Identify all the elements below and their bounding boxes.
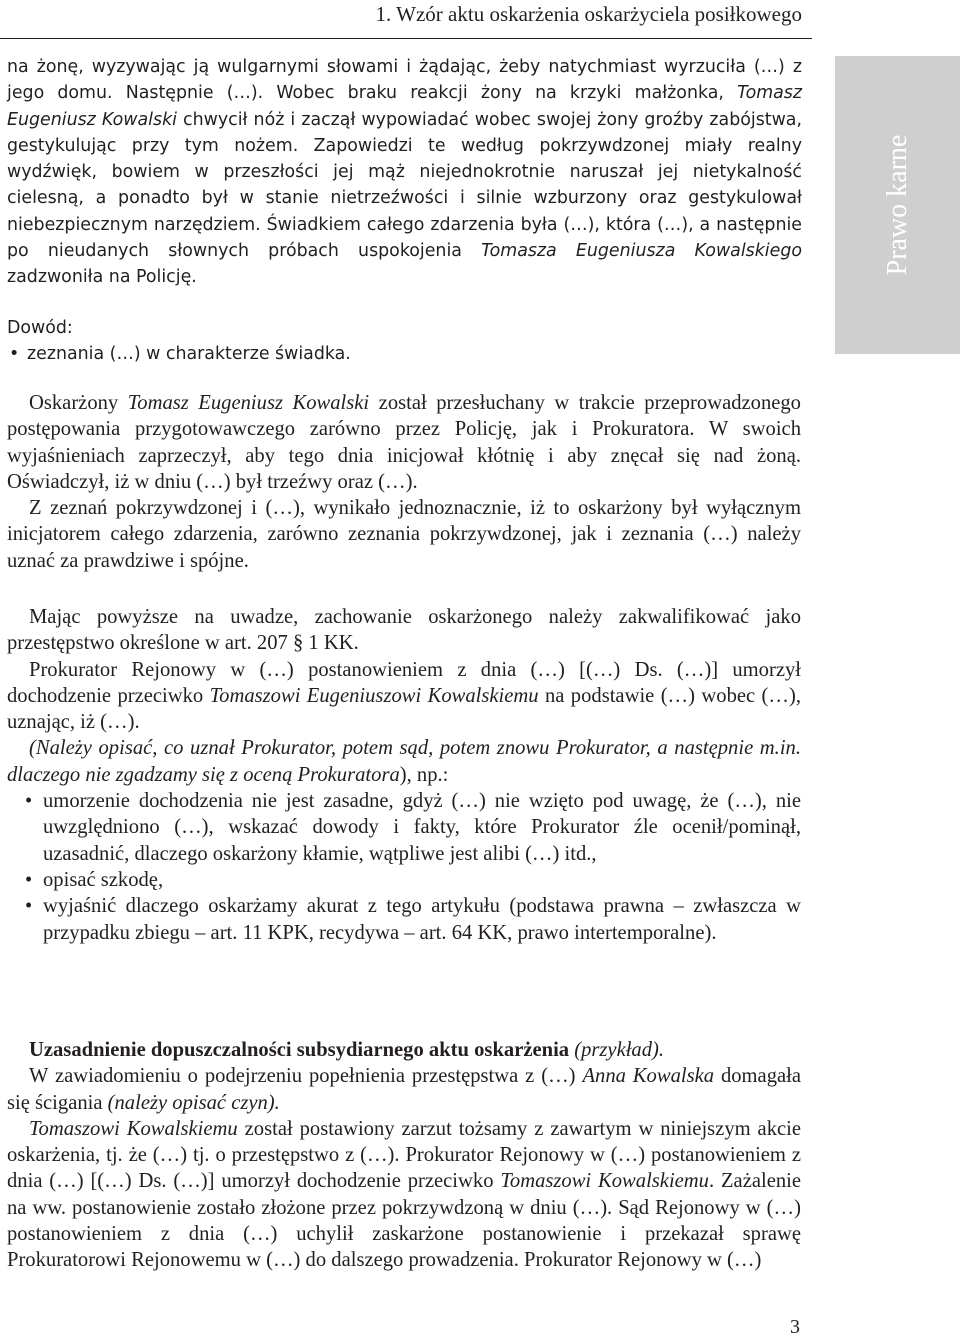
evidence-item: • zeznania (…) w charakterze świadka. [7,341,800,367]
admissibility-heading-text: Uzasadnienie dopuszczalności subsydiarnego aktu oskarżenia [29,1039,570,1061]
facts-defendant-name: Tomasz Eugeniusz Kowalski [7,83,802,130]
victim-name: Anna Kowalska [582,1065,715,1088]
discontinuance-defendant-name: Tomaszowi Eugeniuszowi Kowalskiemu [209,684,539,707]
discontinuance-text-1: Prokurator Rejonowy w (…) postanowieniem z dnia (…) [(…) Ds. (…)] umorzył dochodzenie przeciwko [7,658,801,707]
instruction-paragraph [7,735,801,788]
facts-text-1: na żonę, wyzywając ją wulgarnymi słowami i żądając, żeby natychmiast wyrzuciła (…) z jego domu. Następnie (…). Wobec braku reakcji żony na krzyki małżonka, [7,57,802,104]
instruction-note: (Należy opisać, co uznał Prokurator, potem sąd, potem znowu Prokurator, a następnie m.in. dlaczego nie zgadzamy się z oceną Prokuratora [7,737,801,786]
victim-testimony-paragraph: Z zeznań pokrzywdzonej i (…), wynikało jednoznacznie, iż to oskarżony był wyłącznym inicjatorem całego zdarzenia, zarówno zeznania pokrzywdzonej, jak i zeznania (…) należy uznać za prawdziwe i spójne. [7,497,801,572]
legal-qualification-section [7,604,801,946]
statement-text-2: został przesłuchany w trakcie przeprowadzonego postępowania przygotowawczego zarówno przez Policję, jak i Prokuratora. W swoich wyjaśnieniach zaprzeczył, aby tego dnia inicjował kłótnię i aby znęcał się nad żoną. Oświadczył, iż w dniu (…) był trzeźwy oraz (…). [7,392,801,493]
discontinuance-text-2: na podstawie (…) wobec (…), uznając, iż (…). [7,684,801,734]
notification-text-2: domagała się ścigania [7,1065,801,1114]
facts-text-2: chwycił nóż i zaczął wypowiadać wobec swojej żony groźby zabójstwa, gestykulując przy tym nożem. Zapowiedzi te według pokrzywdzonej miały realny wydźwięk, bowiem w przeszłości jej mąż niejednokrotnie naruszał jej nietykalność cielesną, a ponadto był w stanie nietrzeźwości i silnie wzburzony oraz gestykulował niebezpiecznym narzędziem. Świadkiem całego zdarzenia była (…), która (…), a następnie po nieudanych słownych próbach uspokojenia [7,109,802,262]
section-side-tab-label: Prawo karne [881,134,913,276]
list-item: • opisać szkodę, [7,867,801,893]
evidence-list [7,341,800,367]
chapter-title: 1. Wzór aktu oskarżenia oskarżyciela posiłkowego [375,2,802,26]
instruction-bullet-list [7,788,801,946]
statement-defendant-name: Tomasz Eugeniusz Kowalski [127,392,370,414]
admissibility-heading-note: (przykład). [569,1039,665,1061]
procedure-history-paragraph [7,1116,801,1274]
admissibility-heading [7,1037,801,1063]
page-number: 3 [790,1316,800,1338]
procedure-defendant-name-2: Tomaszowi Kowalskiemu [500,1170,709,1193]
facts-text-3: zadzwoniła na Policję. [7,267,197,288]
facts-paragraph [7,54,802,291]
notification-paragraph [7,1063,801,1116]
list-item: • umorzenie dochodzenia nie jest zasadne, gdyż (…) nie wzięto pod uwagę, że (…), nie uwzględniono (…), wskazać dowody i fakty, które Prokurator źle ocenił/pominął, uzasadnić, dlaczego oskarżony kłamie, wątpliwe jest alibi (…) itd., [7,788,801,867]
procedure-text-1: został postawiony zarzut tożsamy z zawartym w niniejszym akcie oskarżenia, tj. że (…) tj. o przestępstwo z (…). Prokurator Rejonowy w (…) postanowieniem z dnia (…) [(…) Ds. (…)] umorzył dochodzenie przeciwko [7,1117,801,1193]
evidence-section [7,315,800,368]
evidence-label: Dowód: [7,318,73,338]
instruction-suffix: ), np.: [399,763,449,786]
admissibility-section [7,1037,801,1274]
procedure-text-2: . Zażalenie na ww. postanowienie zostało złożone przez pokrzywdzoną w dniu (…). Sąd Rejonowy w (…) postanowieniem z dnia (…) uchylił zaskarżone postanowienie i przekazał sprawę Prokuratorowi Rejonowemu w (…) do dalszego prowadzenia. Prokurator Rejonowy w (…) [7,1170,801,1272]
list-item: • wyjaśnić dlaczego oskarżamy akurat z tego artykułu (podstawa prawna – zwłaszcza w przypadku zbiegu – art. 11 KPK, recydywa – art. 64 KK, prawo intertemporalne). [7,893,801,946]
procedure-defendant-name: Tomaszowi Kowalskiemu [29,1117,238,1140]
notification-note: (należy opisać czyn). [107,1091,280,1114]
facts-defendant-name-2: Tomasza Eugeniusza Kowalskiego [481,241,803,262]
defendant-statement-section [7,390,801,574]
notification-text-1: W zawiadomieniu o podejrzeniu popełnienia przestępstwa z (…) [29,1065,583,1088]
discontinuance-paragraph [7,657,801,736]
defendant-statement-paragraph [7,390,801,495]
section-side-tab [835,56,960,354]
running-header [0,0,812,39]
statement-text-1: Oskarżony [29,392,128,414]
qualification-paragraph: Mając powyższe na uwadze, zachowanie oskarżonego należy zakwalifikować jako przestępstwo określone w art. 207 § 1 KK. [7,606,801,655]
